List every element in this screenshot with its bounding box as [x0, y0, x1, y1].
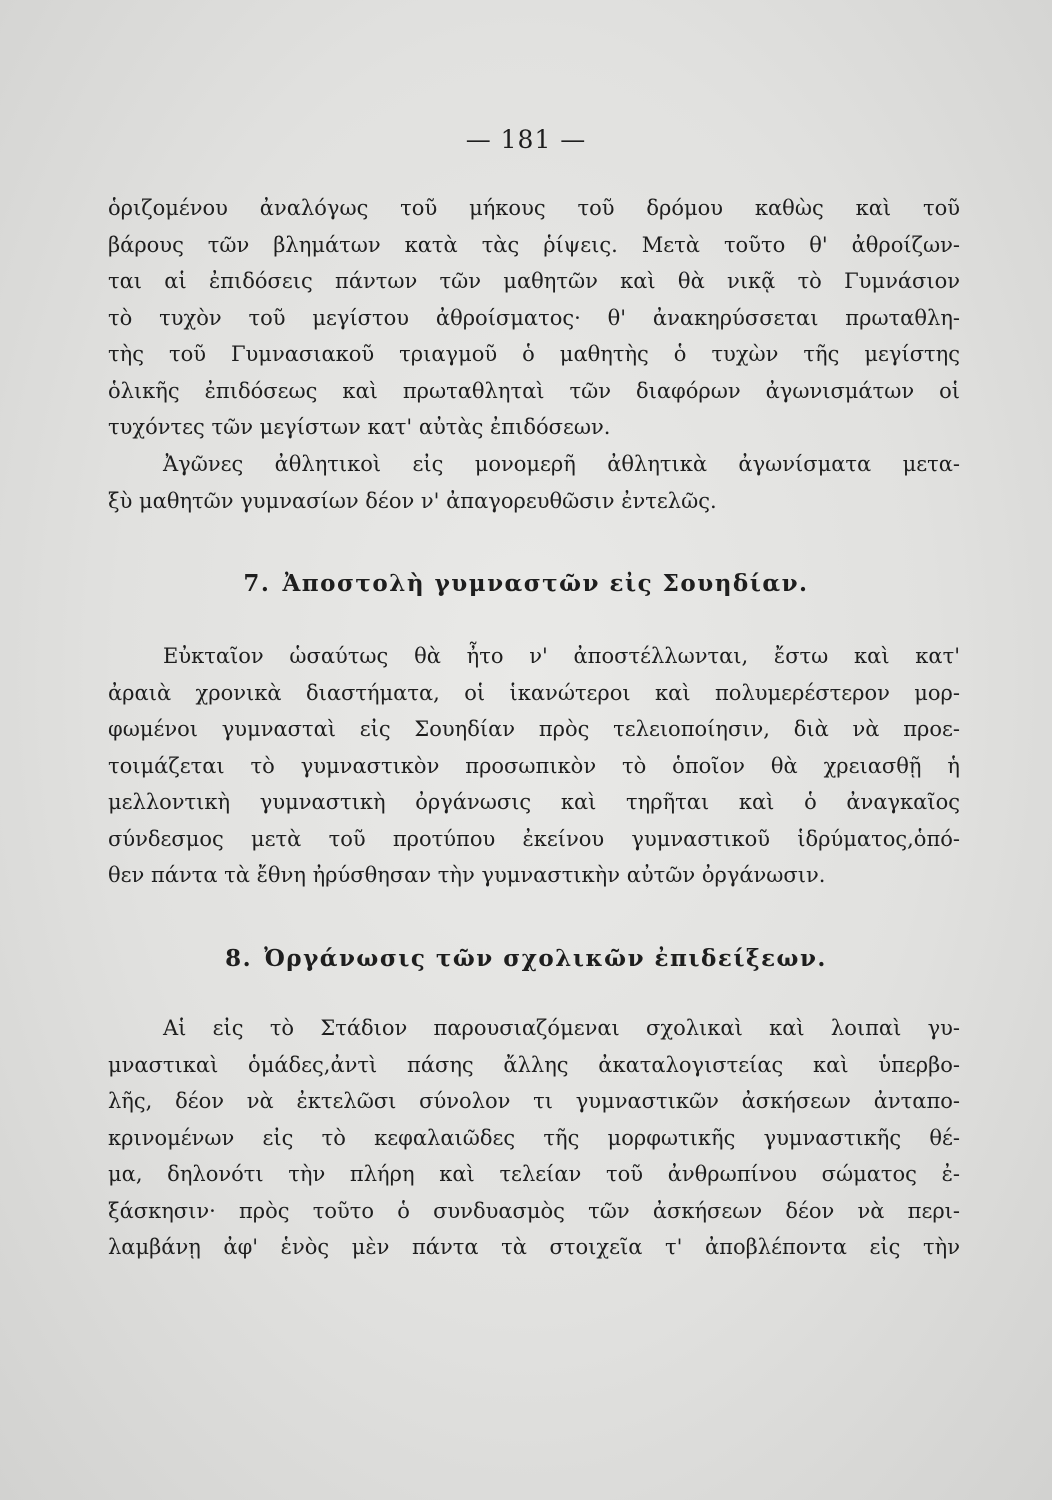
- text-line: τὸ τυχὸν τοῦ μεγίστου ἀθροίσματος· θ' ἀνακηρύσσεται πρωταθλη-: [108, 305, 960, 330]
- section-number: 8.: [225, 945, 253, 972]
- text-line: ἀραιὰ χρονικὰ διαστήματα, οἱ ἱκανώτεροι καὶ πολυμερέστερον μορ-: [108, 680, 960, 705]
- text-line: ὁριζομένου ἀναλόγως τοῦ μήκους τοῦ δρόμου καθὼς καὶ τοῦ: [108, 196, 960, 220]
- text-line: μελλοντικὴ γυμναστικὴ ὀργάνωσις καὶ τηρῆται καὶ ὁ ἀναγκαῖος: [108, 790, 960, 814]
- text-line: φωμένοι γυμνασταὶ εἰς Σουηδίαν πρὸς τελειοποίησιν, διὰ νὰ προε-: [108, 717, 960, 741]
- text-line: σύνδεσμος μετὰ τοῦ προτύπου ἐκείνου γυμναστικοῦ ἱδρύματος,ὁπό-: [108, 826, 960, 851]
- section-title: Ὀργάνωσις τῶν σχολικῶν ἐπιδείξεων.: [264, 945, 827, 972]
- text-line: ται αἱ ἐπιδόσεις πάντων τῶν μαθητῶν καὶ θὰ νικᾷ τὸ Γυμνάσιον: [108, 269, 960, 293]
- page-number: — 181 —: [465, 125, 587, 154]
- text-line: τοιμάζεται τὸ γυμναστικὸν προσωπικὸν τὸ ὁποῖον θὰ χρειασθῇ ἡ: [108, 753, 960, 778]
- text-line: ξάσκησιν· πρὸς τοῦτο ὁ συνδυασμὸς τῶν ἀσκήσεων δέον νὰ περι-: [108, 1198, 960, 1223]
- paragraph-2: [108, 446, 960, 519]
- text-line: μα, δηλονότι τὴν πλήρη καὶ τελείαν τοῦ ἀνθρωπίνου σώματος ἐ-: [108, 1162, 960, 1186]
- section-heading-7: [0, 570, 1052, 597]
- paragraph-4: [108, 1010, 960, 1266]
- section-heading-8: [0, 945, 1052, 972]
- text-line: τυχόντες τῶν μεγίστων κατ' αὐτὰς ἐπιδόσεων.: [108, 415, 611, 439]
- section-number: 7.: [243, 570, 271, 597]
- text-line: Εὐκταῖον ὡσαύτως θὰ ἦτο ν' ἀποστέλλωνται, ἔστω καὶ κατ': [163, 644, 960, 668]
- text-line: μναστικαὶ ὁμάδες,ἀντὶ πάσης ἄλλης ἀκαταλογιστείας καὶ ὑπερβο-: [108, 1052, 960, 1077]
- text-line: Αἱ εἰς τὸ Στάδιον παρουσιαζόμεναι σχολικαὶ καὶ λοιπαὶ γυ-: [163, 1016, 960, 1040]
- section-title: Ἀποστολὴ γυμναστῶν εἰς Σουηδίαν.: [282, 570, 809, 597]
- text-line: ξὺ μαθητῶν γυμνασίων δέον ν' ἀπαγορευθῶσιν ἐντελῶς.: [108, 488, 717, 513]
- text-line: Ἀγῶνες ἀθλητικοὶ εἰς μονομερῆ ἀθλητικὰ ἀγωνίσματα μετα-: [163, 452, 960, 476]
- paragraph-1: [108, 190, 960, 446]
- text-line: τὴς τοῦ Γυμνασιακοῦ τριαγμοῦ ὁ μαθητὴς ὁ τυχὼν τῆς μεγίστης: [108, 342, 960, 366]
- text-line: λαμβάνῃ ἀφ' ἑνὸς μὲν πάντα τὰ στοιχεῖα τ' ἀποβλέποντα εἰς τὴν: [108, 1235, 960, 1259]
- text-line: ὁλικῆς ἐπιδόσεως καὶ πρωταθληταὶ τῶν διαφόρων ἀγωνισμάτων οἱ: [108, 378, 960, 403]
- text-line: βάρους τῶν βλημάτων κατὰ τὰς ῥίψεις. Μετὰ τοῦτο θ' ἀθροίζων-: [108, 232, 960, 257]
- paragraph-3: [108, 638, 960, 894]
- text-line: κρινομένων εἰς τὸ κεφαλαιῶδες τῆς μορφωτικῆς γυμναστικῆς θέ-: [108, 1125, 960, 1150]
- text-line: λῆς, δέον νὰ ἐκτελῶσι σύνολον τι γυμναστικῶν ἀσκήσεων ἀνταπο-: [108, 1089, 960, 1113]
- text-line: θεν πάντα τὰ ἔθνη ἠρύσθησαν τὴν γυμναστικὴν αὐτῶν ὀργάνωσιν.: [108, 863, 826, 887]
